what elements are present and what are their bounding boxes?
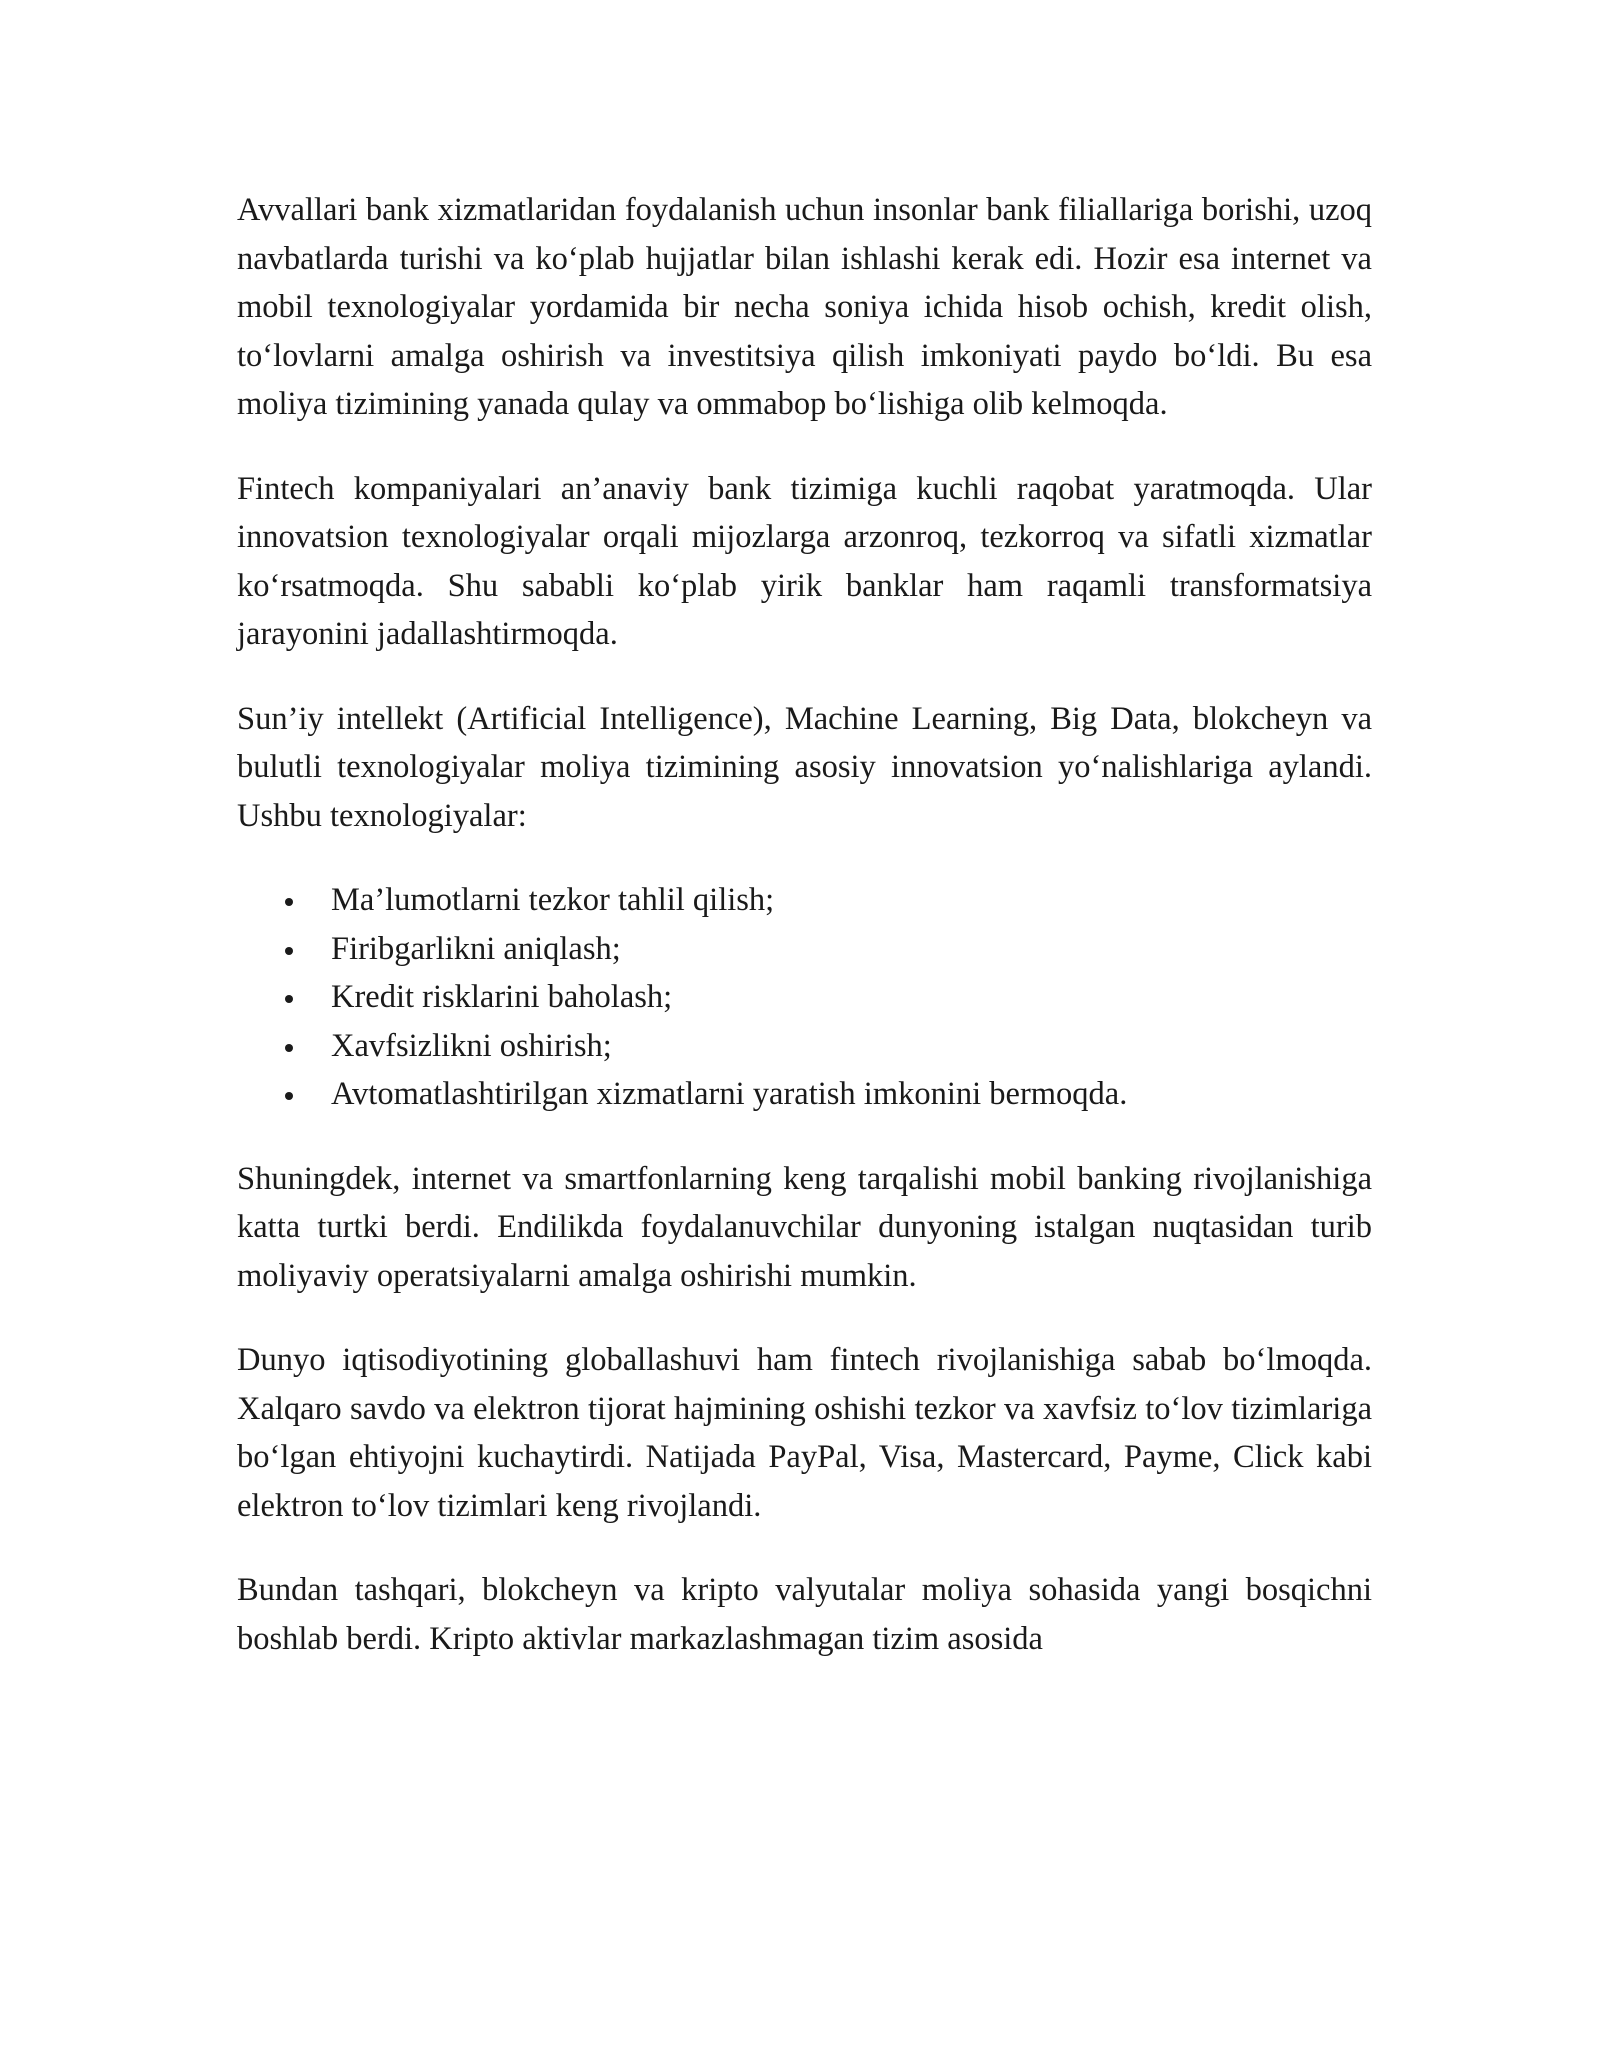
list-item: [237, 973, 1372, 1022]
list-item: [237, 1070, 1372, 1119]
bullet-icon: [285, 898, 293, 906]
paragraph-mobile-banking: Shuningdek, internet va smartfonlarning keng tarqalishi mobil banking rivojlanishiga katta turtki berdi. Endilikda foydalanuvchilar dunyoning istalgan nuqtasidan turib moliyaviy operatsiyalarni amalga oshirishi mumkin.: [237, 1160, 1372, 1294]
list-item-text: Firibgarlikni aniqlash;: [331, 930, 621, 967]
list-item-text: Xavfsizlikni oshirish;: [331, 1027, 612, 1064]
paragraph-fintech-competition: Fintech kompaniyalari an’anaviy bank tizimiga kuchli raqobat yaratmoqda. Ular innovatsion texnologiyalar orqali mijozlarga arzonroq, tezkorroq va sifatli xizmatlar koʻrsatmoqda. Shu sababli koʻplab yirik banklar ham raqamli transformatsiya jarayonini jadallashtirmoqda.: [237, 470, 1372, 652]
list-item-text: Ma’lumotlarni tezkor tahlil qilish;: [331, 882, 775, 918]
bullet-icon: [285, 947, 293, 955]
list-item-text: Avtomatlashtirilgan xizmatlarni yaratish imkonini bermoqda.: [331, 1076, 1128, 1112]
paragraph-bank-services-history: Avvallari bank xizmatlaridan foydalanish uchun insonlar bank filiallariga borishi, uzoq navbatlarda turishi va koʻplab hujjatlar bilan ishlashi kerak edi. Hozir esa internet va mobil texnologiyalar yordamida bir necha soniya ichida hisob ochish, kredit olish, toʻlovlarni amalga oshirish va investitsiya qilish imkoniyati paydo boʻldi. Bu esa moliya tizimining yanada qulay va ommabop boʻlishiga olib kelmoqda.: [237, 192, 1372, 422]
list-item-text: Kredit risklarini baholash;: [331, 979, 673, 1015]
technology-benefits-list: [237, 876, 1372, 1119]
bullet-icon: [285, 995, 293, 1003]
paragraph-blockchain-crypto: Bundan tashqari, blokcheyn va kripto valyutalar moliya sohasida yangi bosqichni boshlab berdi. Kripto aktivlar markazlashmagan tizim asosida: [237, 1572, 1372, 1657]
bullet-icon: [285, 1092, 293, 1100]
list-item: [237, 1022, 1372, 1071]
paragraph-technology-directions: Sun’iy intellekt (Artificial Intelligence), Machine Learning, Big Data, blokcheyn va bulutli texnologiyalar moliya tizimining asosiy innovatsion yoʻnalishlariga aylandi. Ushbu texnologiyalar:: [237, 700, 1372, 834]
bullet-icon: [285, 1044, 293, 1052]
paragraph-globalization: Dunyo iqtisodiyotining globallashuvi ham fintech rivojlanishiga sabab boʻlmoqda. Xalqaro savdo va elektron tijorat hajmining oshishi tezkor va xavfsiz toʻlov tizimlariga boʻlgan ehtiyojni kuchaytirdi. Natijada PayPal, Visa, Mastercard, Payme, Click kabi elektron toʻlov tizimlari keng rivojlandi.: [237, 1342, 1372, 1524]
document-body: [237, 186, 1372, 1699]
list-item: [237, 925, 1372, 974]
list-item: [237, 876, 1372, 925]
